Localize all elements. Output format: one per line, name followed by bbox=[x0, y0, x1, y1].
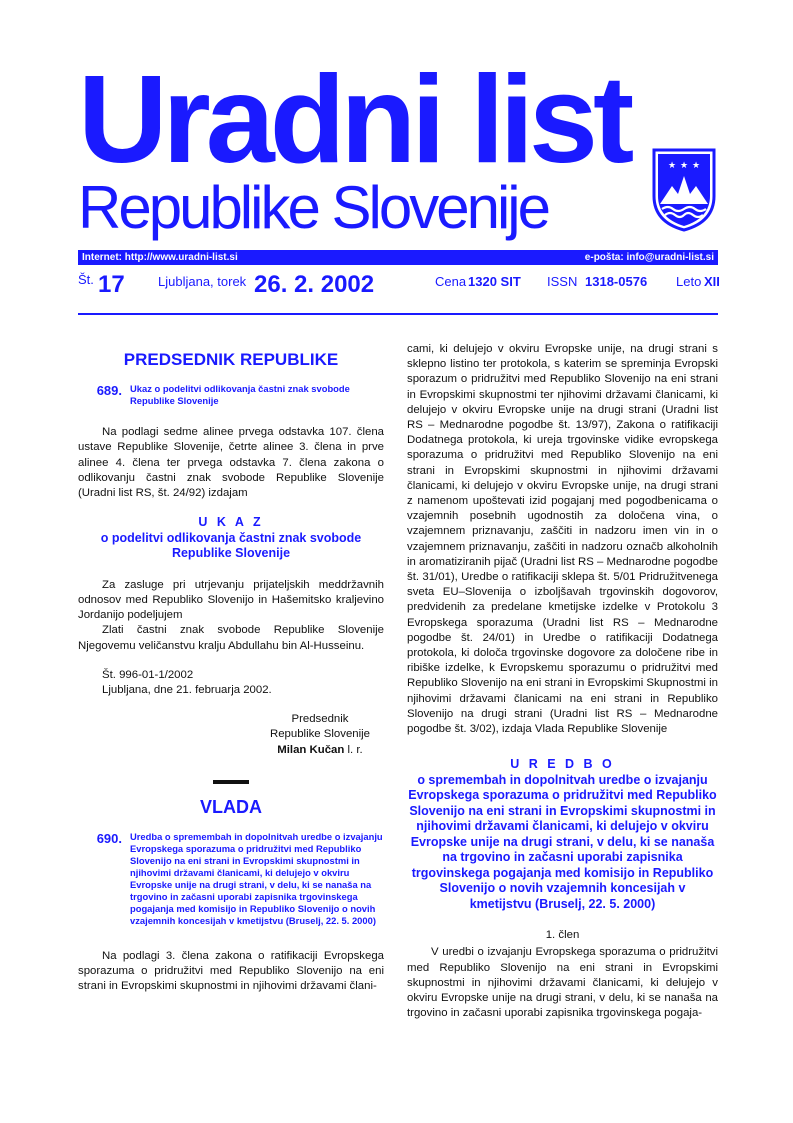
issue-line bbox=[78, 268, 718, 308]
issn-value: 1318-0576 bbox=[585, 274, 648, 289]
section-separator bbox=[213, 780, 249, 784]
ukaz-paragraph-1: Za zasluge pri utrjevanju prijateljskih meddržavnih odnosov med Republiko Slovenijo in Hašemitsko kraljevino Jordanijo podeljujem bbox=[78, 578, 384, 622]
internet-link[interactable]: Internet: http://www.uradni-list.si bbox=[82, 252, 238, 263]
masthead-subtitle: Republike Slovenije bbox=[78, 174, 548, 241]
header-divider bbox=[78, 313, 718, 315]
act-subject: o podelitvi odlikovanja častni znak svobode Republike Slovenije bbox=[100, 530, 362, 561]
issue-number: 17 bbox=[98, 271, 125, 298]
email-link[interactable]: e-pošta: info@uradni-list.si bbox=[584, 252, 714, 263]
issue-date: 26. 2. 2002 bbox=[254, 271, 375, 298]
section-title-government: VLADA bbox=[200, 796, 262, 817]
act-word: U K A Z bbox=[198, 515, 264, 530]
signature-role: Predsednik bbox=[291, 713, 349, 726]
section-title-president: PREDSEDNIK REPUBLIKE bbox=[123, 350, 339, 369]
article-heading: 1. člen bbox=[545, 929, 580, 942]
uredba-intro-start: Na podlagi 3. člena zakona o ratifikaciji Evropskega sporazuma o pridružitvi med Republiko Slovenijo na eni strani in Evropskimi skupnostmi in njihovimi državami člani- bbox=[78, 949, 384, 993]
signature-role-2: Republike Slovenije bbox=[269, 728, 371, 741]
year-value: XII bbox=[704, 274, 720, 289]
ukaz-paragraph-2: Zlati častni znak svobode Republike Slovenije Njegovemu veličanstvu kralju Abdullahu bin Al-Husseinu. bbox=[78, 624, 384, 652]
ukaz-act-title bbox=[78, 515, 384, 562]
item-690-heading[interactable] bbox=[78, 831, 384, 927]
uredba-act-title bbox=[407, 757, 718, 912]
item-number: 690. bbox=[96, 830, 122, 846]
issn-label: ISSN bbox=[547, 274, 578, 289]
year-label: Leto bbox=[676, 274, 702, 289]
uredba-intro-continued: cami, ki delujejo v okviru Evropske unije, na drugi strani s sklepno listino ter protokola, s katerim se spreminja Evropski sporazum o pridružitvi med Republiko Slovenijo na eni strani in Evropskimi skupnostmi ter njihovimi državami članicami, ki delujejo v okviru Evropske unije na drugi strani (Uradni list RS – Mednarodne pogodbe št. 13/97), Zakona o ratifikaciji Dodatnega protokola, ki ureja trgovinske vidike evropskega sporazuma o pridružitvi med Republiko Slovenijo na eni strani in Evropskimi skupnostmi in njihovimi državami članicami, ki delujejo v okviru Evropske unije, na drugi strani z namenom upoštevati izid pogajanj med pogodbenicama o vzajemnih posebnih ugodnostih za določena vina, o vzajemnem priznavanju, zaščiti in nadzoru imen vin in o vzajemnem priznavanju, zaščiti in nadzoru označb alkoholnih in aromatiziranih pijač (Uradni list RS – Mednarodne pogodbe št. 31/01), Uredbe o ratifikaciji sklepa št. 5/01 Pridružitvenega sveta EU–Slovenija o izboljšavah trgovinskih dogovorov, predvidenih za predelane kmetijske izdelke v Protokolu 3 Evropskega sporazuma (Uradni list RS – Mednarodne pogodbe št. 24/01) in Uredbe o ratifikaciji Dodatnega protokola, ki določa trgovinske dogovore za določene ribe in ribiške izdelke, k Evropskemu sporazumu o pridružitvi med Republiko Slovenijo na eni strani in Evropskimi Skupnostmi in njihovimi državami članicami na eni strani in Republiko Slovenijo na drugi strani (Uradni list RS – Mednarodne pogodbe št. 3/02), izdaja Vlada Republike Slovenije bbox=[407, 343, 718, 736]
signature-suffix: l. r. bbox=[347, 743, 363, 756]
item-title: Ukaz o podelitvi odlikovanja častni znak svobode Republike Slovenije bbox=[130, 383, 350, 407]
contact-bar bbox=[78, 250, 718, 265]
act-word: U R E D B O bbox=[510, 757, 615, 772]
article-text: V uredbi o izvajanju Evropskega sporazuma o pridružitvi med Republiko Slovenijo na eni strani in Evropskimi skupnostmi in njihovimi državami članicami, ki delujejo v okviru Evropske unije na drugi strani, v delu, ki se nanaša na trgovino in začasni uporabi zapisnika trgovinskega pogaja- bbox=[407, 946, 718, 1020]
right-column bbox=[407, 342, 718, 1022]
signature-block bbox=[250, 712, 390, 758]
act-subject: o spremembah in dopolnitvah uredbe o izvajanju Evropskega sporazuma o pridružitvi med Republiko Slovenijo na eni strani in Evropskimi skupnostmi in njihovimi državami članicami, ki delujejo v okviru Evropske unije na drugi strani, v delu, ki se nanaša na trgovino in začasni uporabi zapisnika trgovinskega pogajanja med komisijo in Republiko Slovenijo o novih vzajemnih koncesijah v kmetijstvu (Bruselj, 22. 5. 2000) bbox=[408, 772, 717, 911]
item-number: 689. bbox=[96, 383, 122, 399]
ukaz-date: Ljubljana, dne 21. februarja 2002. bbox=[102, 683, 272, 696]
signature-name: Milan Kučan bbox=[277, 743, 345, 756]
masthead-title: Uradni list bbox=[78, 51, 630, 189]
price-value: 1320 SIT bbox=[468, 274, 521, 289]
svg-text:★: ★ bbox=[691, 161, 701, 171]
item-689-heading[interactable] bbox=[78, 383, 384, 407]
price-label: Cena bbox=[435, 274, 467, 289]
ukaz-intro: Na podlagi sedme alinee prvega odstavka 107. člena ustave Republike Slovenije, četrte alinee 3. člena in prve alinee 4. člena ter prvega odstavka 7. člena zakona o odlikovanju častni znak svobode Republike Slovenije (Uradni list RS, št. 24/92) izdajam bbox=[78, 426, 384, 500]
issue-number-label: Št. bbox=[78, 272, 94, 287]
left-column bbox=[78, 340, 384, 995]
coat-of-arms-icon bbox=[650, 146, 718, 232]
svg-text:★: ★ bbox=[679, 161, 689, 171]
issue-place-day: Ljubljana, torek bbox=[158, 274, 247, 289]
ukaz-reference: Št. 996-01-1/2002 bbox=[102, 668, 194, 681]
item-title: Uredba o spremembah in dopolnitvah uredbe o izvajanju Evropskega sporazuma o pridružitvi med Republiko Slovenijo na eni strani in Evropskimi skupnostmi in njihovimi državami članicami, ki delujejo v okviru Evropske unije na drugi strani, v delu, ki se nanaša na trgovino in začasni uporabi zapisnika trgovinskega pogajanja med komisijo in Republiko Slovenijo o novih vzajemnih koncesijah v kmetijstvu (Bruselj, 22. 5. 2000) bbox=[130, 830, 383, 926]
svg-text:★: ★ bbox=[667, 161, 677, 171]
